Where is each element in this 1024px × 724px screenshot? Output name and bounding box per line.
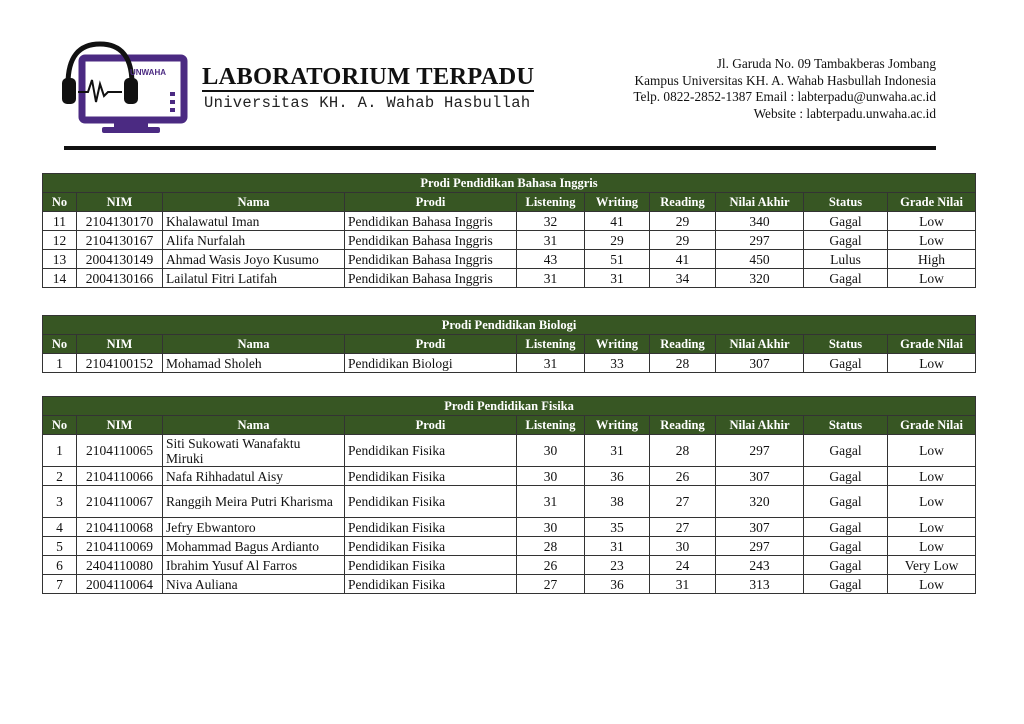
column-header: Status	[804, 335, 888, 354]
prodi-cell: Pendidikan Fisika	[345, 467, 517, 486]
column-header: Listening	[517, 416, 585, 435]
column-header: NIM	[77, 335, 163, 354]
section-title: Prodi Pendidikan Biologi	[43, 316, 976, 335]
table-row	[43, 575, 976, 594]
no-cell: 13	[43, 250, 77, 269]
column-header: Grade Nilai	[888, 416, 976, 435]
reading-cell: 41	[650, 250, 716, 269]
listening-cell: 30	[517, 518, 585, 537]
grade-cell: High	[888, 250, 976, 269]
column-header: Grade Nilai	[888, 335, 976, 354]
status-cell: Gagal	[804, 354, 888, 373]
table-row	[43, 212, 976, 231]
status-cell: Gagal	[804, 518, 888, 537]
column-header: Prodi	[345, 335, 517, 354]
table-row	[43, 231, 976, 250]
column-header: Nama	[163, 416, 345, 435]
column-header: Prodi	[345, 416, 517, 435]
column-header: No	[43, 416, 77, 435]
writing-cell: 36	[585, 467, 650, 486]
header-divider	[64, 146, 936, 150]
listening-cell: 31	[517, 486, 585, 518]
address-line: Jl. Garuda No. 09 Tambakberas Jombang	[716, 56, 936, 71]
nilai-akhir-cell: 307	[716, 467, 804, 486]
reading-cell: 30	[650, 537, 716, 556]
prodi-cell: Pendidikan Bahasa Inggris	[345, 212, 517, 231]
nilai-akhir-cell: 297	[716, 537, 804, 556]
grade-cell: Low	[888, 518, 976, 537]
nim-cell: 2104130167	[77, 231, 163, 250]
prodi-cell: Pendidikan Fisika	[345, 537, 517, 556]
letterhead	[0, 0, 1024, 160]
table-row	[43, 537, 976, 556]
status-cell: Gagal	[804, 575, 888, 594]
nim-cell: 2104130170	[77, 212, 163, 231]
nilai-akhir-cell: 320	[716, 269, 804, 288]
column-header: Prodi	[345, 193, 517, 212]
section-table	[42, 173, 976, 288]
listening-cell: 31	[517, 231, 585, 250]
writing-cell: 31	[585, 269, 650, 288]
nim-cell: 2104110069	[77, 537, 163, 556]
writing-cell: 51	[585, 250, 650, 269]
listening-cell: 31	[517, 269, 585, 288]
grade-cell: Low	[888, 575, 976, 594]
grade-cell: Low	[888, 269, 976, 288]
table-row	[43, 269, 976, 288]
no-cell: 12	[43, 231, 77, 250]
nilai-akhir-cell: 340	[716, 212, 804, 231]
column-header: Nilai Akhir	[716, 193, 804, 212]
table-row	[43, 467, 976, 486]
table-row	[43, 518, 976, 537]
prodi-cell: Pendidikan Bahasa Inggris	[345, 269, 517, 288]
no-cell: 1	[43, 354, 77, 373]
no-cell: 7	[43, 575, 77, 594]
column-header: Writing	[585, 416, 650, 435]
prodi-cell: Pendidikan Bahasa Inggris	[345, 231, 517, 250]
column-header: Listening	[517, 193, 585, 212]
writing-cell: 31	[585, 435, 650, 467]
no-cell: 3	[43, 486, 77, 518]
nama-cell: Khalawatul Iman	[163, 212, 345, 231]
contact-info	[633, 56, 936, 122]
reading-cell: 29	[650, 212, 716, 231]
nim-cell: 2004130149	[77, 250, 163, 269]
nilai-akhir-cell: 297	[716, 231, 804, 250]
status-cell: Lulus	[804, 250, 888, 269]
nama-cell: Jefry Ebwantoro	[163, 518, 345, 537]
table-row	[43, 435, 976, 467]
column-header: Reading	[650, 335, 716, 354]
status-cell: Gagal	[804, 269, 888, 288]
logo-text: UNWAHA	[130, 68, 166, 77]
listening-cell: 27	[517, 575, 585, 594]
university-name: Universitas KH. A. Wahab Hasbullah	[204, 94, 531, 112]
nama-cell: Ahmad Wasis Joyo Kusumo	[163, 250, 345, 269]
prodi-cell: Pendidikan Fisika	[345, 486, 517, 518]
website-line: Website : labterpadu.unwaha.ac.id	[753, 105, 936, 121]
nama-cell: Mohamad Sholeh	[163, 354, 345, 373]
column-header: Nilai Akhir	[716, 416, 804, 435]
writing-cell: 36	[585, 575, 650, 594]
prodi-cell: Pendidikan Bahasa Inggris	[345, 250, 517, 269]
nim-cell: 2404110080	[77, 556, 163, 575]
lab-title: LABORATORIUM TERPADU	[202, 63, 535, 90]
writing-cell: 38	[585, 486, 650, 518]
reading-cell: 28	[650, 435, 716, 467]
nilai-akhir-cell: 307	[716, 518, 804, 537]
nama-cell: Mohammad Bagus Ardianto	[163, 537, 345, 556]
nama-cell: Alifa Nurfalah	[163, 231, 345, 250]
nim-cell: 2004130166	[77, 269, 163, 288]
grade-cell: Low	[888, 231, 976, 250]
column-header: Status	[804, 193, 888, 212]
reading-cell: 31	[650, 575, 716, 594]
table-row	[43, 250, 976, 269]
nama-cell: Siti Sukowati Wanafaktu Miruki	[163, 435, 345, 467]
status-cell: Gagal	[804, 537, 888, 556]
nilai-akhir-cell: 313	[716, 575, 804, 594]
reading-cell: 29	[650, 231, 716, 250]
no-cell: 11	[43, 212, 77, 231]
prodi-cell: Pendidikan Fisika	[345, 435, 517, 467]
status-cell: Gagal	[804, 231, 888, 250]
nama-cell: Lailatul Fitri Latifah	[163, 269, 345, 288]
campus-line: Kampus Universitas KH. A. Wahab Hasbullah Indonesia	[634, 72, 936, 88]
column-header: No	[43, 335, 77, 354]
status-cell: Gagal	[804, 212, 888, 231]
section-table	[42, 315, 976, 373]
no-cell: 4	[43, 518, 77, 537]
no-cell: 2	[43, 467, 77, 486]
column-header: NIM	[77, 416, 163, 435]
table-row	[43, 486, 976, 518]
prodi-cell: Pendidikan Fisika	[345, 556, 517, 575]
listening-cell: 32	[517, 212, 585, 231]
status-cell: Gagal	[804, 435, 888, 467]
reading-cell: 27	[650, 518, 716, 537]
listening-cell: 26	[517, 556, 585, 575]
table-row	[43, 556, 976, 575]
no-cell: 1	[43, 435, 77, 467]
column-header: Nama	[163, 193, 345, 212]
reading-cell: 27	[650, 486, 716, 518]
no-cell: 6	[43, 556, 77, 575]
nilai-akhir-cell: 297	[716, 435, 804, 467]
section-title: Prodi Pendidikan Bahasa Inggris	[43, 174, 976, 193]
listening-cell: 30	[517, 467, 585, 486]
column-header: Reading	[650, 193, 716, 212]
nilai-akhir-cell: 450	[716, 250, 804, 269]
listening-cell: 28	[517, 537, 585, 556]
column-header: No	[43, 193, 77, 212]
grade-cell: Low	[888, 537, 976, 556]
reading-cell: 26	[650, 467, 716, 486]
reading-cell: 28	[650, 354, 716, 373]
prodi-cell: Pendidikan Fisika	[345, 518, 517, 537]
writing-cell: 41	[585, 212, 650, 231]
nilai-akhir-cell: 320	[716, 486, 804, 518]
column-header: Writing	[585, 335, 650, 354]
prodi-cell: Pendidikan Fisika	[345, 575, 517, 594]
nama-cell: Nafa Rihhadatul Aisy	[163, 467, 345, 486]
status-cell: Gagal	[804, 556, 888, 575]
status-cell: Gagal	[804, 467, 888, 486]
nim-cell: 2004110064	[77, 575, 163, 594]
column-header: Status	[804, 416, 888, 435]
nama-cell: Ibrahim Yusuf Al Farros	[163, 556, 345, 575]
prodi-cell: Pendidikan Biologi	[345, 354, 517, 373]
writing-cell: 35	[585, 518, 650, 537]
nama-cell: Ranggih Meira Putri Kharisma	[163, 486, 345, 518]
nim-cell: 2104110065	[77, 435, 163, 467]
column-header: Listening	[517, 335, 585, 354]
reading-cell: 34	[650, 269, 716, 288]
section-title: Prodi Pendidikan Fisika	[43, 397, 976, 416]
nim-cell: 2104100152	[77, 354, 163, 373]
grade-cell: Low	[888, 467, 976, 486]
column-header: NIM	[77, 193, 163, 212]
no-cell: 5	[43, 537, 77, 556]
section-table	[42, 396, 976, 594]
column-header: Nilai Akhir	[716, 335, 804, 354]
column-header: Writing	[585, 193, 650, 212]
listening-cell: 31	[517, 354, 585, 373]
nama-cell: Niva Auliana	[163, 575, 345, 594]
grade-cell: Low	[888, 435, 976, 467]
column-header: Grade Nilai	[888, 193, 976, 212]
nim-cell: 2104110067	[77, 486, 163, 518]
nilai-akhir-cell: 243	[716, 556, 804, 575]
table-row	[43, 354, 976, 373]
grade-cell: Low	[888, 354, 976, 373]
listening-cell: 43	[517, 250, 585, 269]
listening-cell: 30	[517, 435, 585, 467]
writing-cell: 33	[585, 354, 650, 373]
grade-cell: Low	[888, 486, 976, 518]
nim-cell: 2104110066	[77, 467, 163, 486]
reading-cell: 24	[650, 556, 716, 575]
writing-cell: 23	[585, 556, 650, 575]
laboratory-logo	[60, 40, 188, 136]
status-cell: Gagal	[804, 486, 888, 518]
no-cell: 14	[43, 269, 77, 288]
nilai-akhir-cell: 307	[716, 354, 804, 373]
phone-email-line: Telp. 0822-2852-1387 Email : labterpadu@unwaha.ac.id	[633, 89, 936, 104]
nim-cell: 2104110068	[77, 518, 163, 537]
writing-cell: 31	[585, 537, 650, 556]
grade-cell: Low	[888, 212, 976, 231]
grade-cell: Very Low	[888, 556, 976, 575]
column-header: Reading	[650, 416, 716, 435]
column-header: Nama	[163, 335, 345, 354]
writing-cell: 29	[585, 231, 650, 250]
